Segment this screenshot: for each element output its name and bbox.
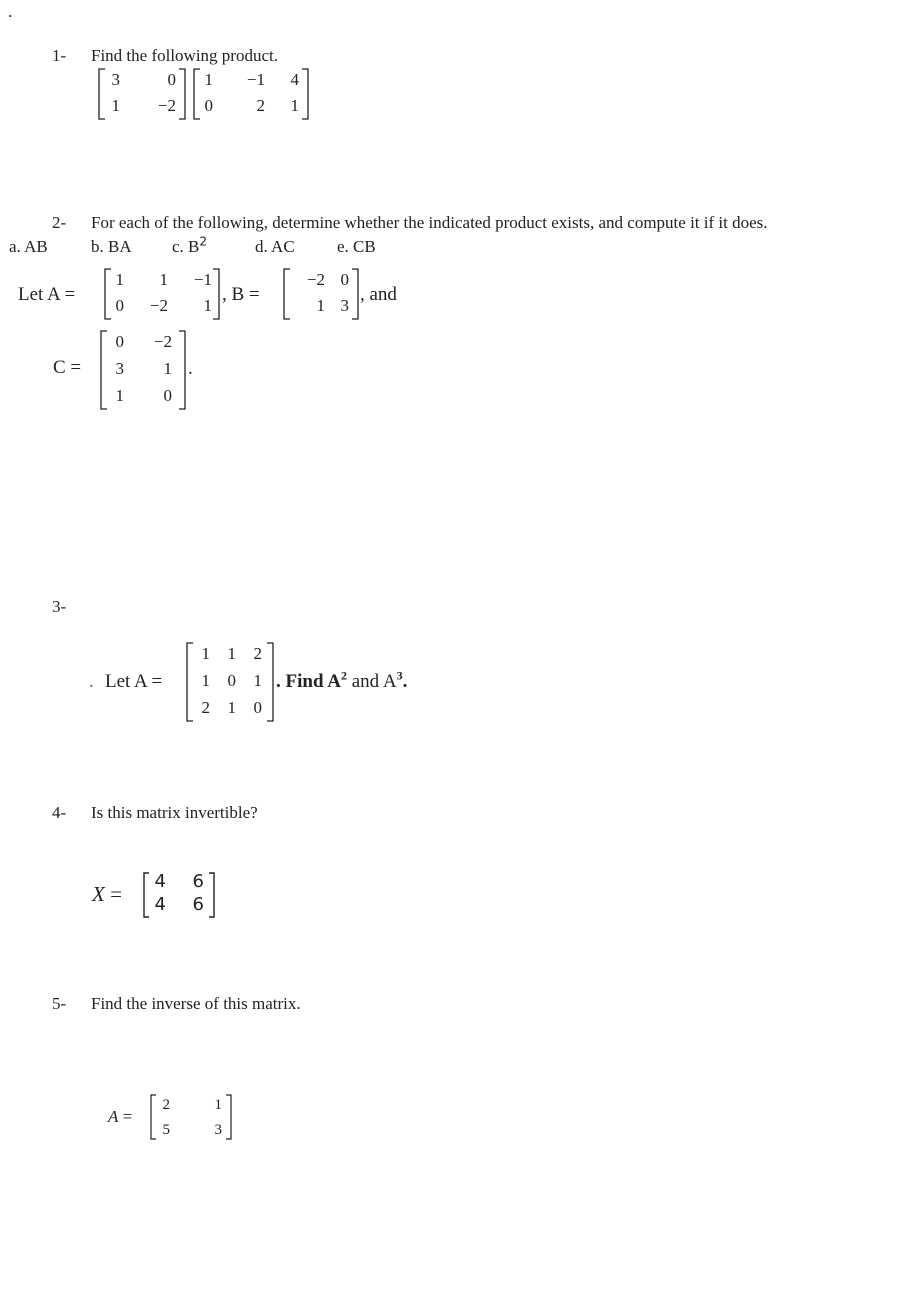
option-c-text: c. B	[172, 237, 200, 256]
q5-number: 5-	[52, 994, 67, 1013]
matrix-cell: 1	[227, 644, 236, 663]
matrix-cell: 1	[227, 698, 236, 717]
end-period: .	[402, 671, 408, 692]
q3-number: 3-	[52, 597, 67, 616]
matrix-cell: 1	[163, 359, 172, 378]
q5-prompt: Find the inverse of this matrix.	[91, 994, 301, 1013]
q3-let-a-label: Let A =	[105, 671, 163, 692]
matrix-cell: 4	[290, 70, 299, 89]
matrix-cell: 4	[154, 894, 166, 915]
q2-option-e: e. CB	[337, 237, 376, 256]
matrix-cell: 6	[192, 871, 204, 892]
matrix-cell: 1	[316, 296, 325, 315]
q2-matrix-b	[283, 268, 359, 320]
matrix-cell: 1	[203, 296, 212, 315]
q3-matrix-a	[186, 642, 274, 722]
q2-option-a: a. AB	[9, 237, 48, 256]
matrix-cell: 1	[115, 270, 124, 289]
and-text: and A	[346, 671, 397, 692]
matrix-cell: 1	[201, 644, 210, 663]
matrix-cell: 0	[204, 96, 213, 115]
matrix-cell: 1	[204, 70, 213, 89]
matrix-cell: −1	[246, 70, 265, 89]
matrix-cell: 3	[340, 296, 349, 315]
q5-matrix-a	[150, 1094, 232, 1140]
equals-sign: =	[122, 1107, 133, 1126]
q2-matrix-c	[100, 330, 186, 410]
matrix-cell: −2	[153, 332, 172, 351]
q1-matrix-left	[98, 68, 186, 120]
matrix-cell: 2	[162, 1097, 170, 1113]
matrix-cell: 0	[167, 70, 176, 89]
matrix-cell: 2	[253, 644, 262, 663]
matrix-cell: 1	[111, 96, 120, 115]
equals-sign: =	[110, 882, 122, 906]
q4-x-label	[92, 882, 122, 906]
matrix-cell: 1	[201, 671, 210, 690]
matrix-cell: 1	[253, 671, 262, 690]
q2-let-a-label	[18, 284, 75, 306]
q4-number: 4-	[52, 803, 67, 822]
q2-prompt: For each of the following, determine whether the indicated product exists, and compute it if it does.	[91, 213, 768, 232]
q2-option-c	[172, 234, 208, 257]
q1-number: 1-	[52, 46, 67, 65]
matrix-cell: 0	[163, 386, 172, 405]
matrix-cell: −2	[149, 296, 168, 315]
matrix-cell: 1	[115, 386, 124, 405]
q4-prompt: Is this matrix invertible?	[91, 803, 258, 822]
q3-find-text	[276, 668, 408, 693]
matrix-cell: 3	[111, 70, 120, 89]
matrix-cell: 5	[162, 1122, 170, 1138]
q2-c-period: .	[188, 358, 193, 379]
matrix-cell: 1	[159, 270, 168, 289]
option-c-power: 2	[199, 234, 208, 249]
q2-and-text: , and	[360, 284, 397, 305]
let-a-text: Let A =	[18, 284, 76, 305]
q2-b-label: , B =	[222, 284, 260, 305]
matrix-cell: −1	[193, 270, 212, 289]
q1-matrix-right	[193, 68, 309, 120]
q4-matrix-x	[142, 872, 216, 918]
matrix-cell: −2	[157, 96, 176, 115]
var-x: X	[92, 882, 105, 906]
matrix-cell: 2	[201, 698, 210, 717]
matrix-cell: 3	[214, 1122, 222, 1138]
power-2: 2	[340, 668, 347, 683]
q2-option-b: b. BA	[91, 237, 132, 256]
q2-matrix-a	[104, 268, 220, 320]
matrix-cell: 0	[115, 296, 124, 315]
q2-option-d: d. AC	[255, 237, 295, 256]
q5-a-label	[108, 1107, 132, 1127]
var-a: A	[108, 1107, 119, 1126]
matrix-cell: 3	[115, 359, 124, 378]
matrix-cell: 6	[192, 894, 204, 915]
stray-mark: .	[8, 2, 13, 21]
matrix-cell: −2	[306, 270, 325, 289]
q2-number: 2-	[52, 213, 67, 232]
matrix-cell: 4	[154, 871, 166, 892]
matrix-cell: 0	[227, 671, 236, 690]
q2-c-label: C =	[53, 357, 82, 378]
matrix-cell: 0	[115, 332, 124, 351]
q1-prompt: Find the following product.	[91, 46, 278, 65]
matrix-cell: 1	[290, 96, 299, 115]
matrix-cell: 1	[214, 1097, 222, 1113]
power-3: 3	[396, 668, 403, 683]
matrix-cell: 2	[256, 96, 265, 115]
matrix-cell: 0	[340, 270, 349, 289]
find-text: . Find A	[276, 671, 341, 692]
q3-lead-dot: .	[89, 671, 94, 692]
matrix-cell: 0	[253, 698, 262, 717]
